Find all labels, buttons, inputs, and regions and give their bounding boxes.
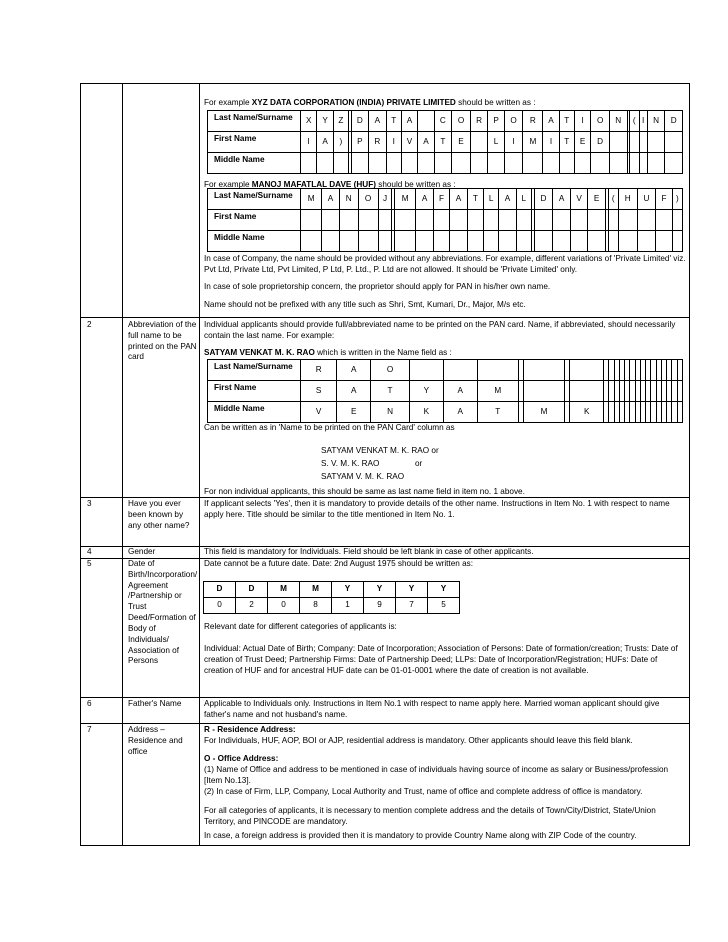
- name-grid-company: [207, 110, 683, 174]
- name-grid-cell: T: [559, 132, 574, 153]
- name-grid-cell: [351, 153, 369, 174]
- date-format-header: D: [236, 582, 268, 598]
- name-grid-cell: [656, 231, 672, 252]
- name-grid-cell: L: [516, 189, 531, 210]
- name-grid-cell: T: [386, 111, 401, 132]
- date-format-header: Y: [396, 582, 428, 598]
- date-format-value: 1: [332, 598, 364, 614]
- row4-desc: This field is mandatory for Individuals. Field should be left blank in case of other applicants.: [204, 547, 534, 556]
- abbrev-option-3: SATYAM V. M. K. RAO: [321, 472, 405, 481]
- name-grid-cell: [665, 132, 683, 153]
- name-grid-cell: I: [301, 132, 317, 153]
- row2-non-individual: For non individual applicants, this should be same as last name field in item no. 1 above.: [204, 487, 525, 496]
- name-grid-cell: [339, 210, 358, 231]
- name-grid-cell: [588, 231, 606, 252]
- name-grid-cell: D: [351, 111, 369, 132]
- name-grid-row: [208, 231, 683, 252]
- abbrev-or: or: [415, 459, 423, 468]
- name-grid-cell: [588, 210, 606, 231]
- name-grid-cell: [433, 210, 449, 231]
- name-grid-cell: A: [317, 132, 333, 153]
- name-grid-cell: [637, 231, 656, 252]
- row3-desc: If applicant selects 'Yes', then it is mandatory to provide details of the other name. Instructions in Item No. 1 with respect to name apply here. Title should be similar to the title mentioned in Item No. 1.: [204, 499, 670, 519]
- name-grid-cell: R: [369, 132, 387, 153]
- name-grid-cell: [559, 153, 574, 174]
- name-grid-cell: [570, 360, 604, 381]
- row-number: 5: [87, 559, 92, 568]
- name-grid-cell: [524, 360, 565, 381]
- name-grid-cell: T: [371, 381, 410, 402]
- office-address-text-2: (2) In case of Firm, LLP, Company, Local Authority and Trust, name of office and complete address of office is mandatory.: [204, 787, 643, 796]
- field-name: Abbreviation of the full name to be printed on the PAN card: [128, 320, 197, 362]
- name-grid-cell: [647, 132, 665, 153]
- name-grid-cell: D: [591, 132, 610, 153]
- name-grid-cell: I: [504, 132, 523, 153]
- name-grid-cell: A: [443, 381, 477, 402]
- name-grid-cell: E: [574, 132, 590, 153]
- row-number: 4: [87, 547, 92, 556]
- date-format-value: 8: [300, 598, 332, 614]
- name-grid-cell: [452, 153, 471, 174]
- name-grid-row: [208, 402, 683, 423]
- name-grid-cell: [488, 153, 504, 174]
- name-grid-cell: P: [351, 132, 369, 153]
- name-grid-cell: [322, 210, 340, 231]
- row-number: 2: [87, 320, 92, 329]
- name-grid-cell: [484, 210, 499, 231]
- name-grid-cell: [656, 210, 672, 231]
- name-grid-cell: (: [608, 189, 618, 210]
- name-grid-cell: I: [543, 132, 559, 153]
- field-name: Gender: [128, 547, 156, 556]
- name-grid-cell: A: [337, 360, 371, 381]
- name-grid-cell: [677, 402, 683, 423]
- row-number: 3: [87, 499, 92, 508]
- field-name: Date of Birth/Incorporation/ Agreement /Partnership or Trust Deed/Formation of Body of Individuals/ Association of Persons: [128, 559, 198, 666]
- name-grid-cell: E: [588, 189, 606, 210]
- all-categories-text: For all categories of applicants, it is necessary to mention complete address and the details of Town/City/District, State/Union Territory, and PINCODE are mandatory.: [204, 806, 656, 826]
- name-grid-cell: V: [401, 132, 417, 153]
- name-grid-cell: I: [574, 111, 590, 132]
- field-name: Have you ever been known by any other name?: [128, 499, 190, 530]
- name-grid-cell: O: [371, 360, 410, 381]
- name-grid-cell: [484, 231, 499, 252]
- name-grid-cell: T: [559, 111, 574, 132]
- name-grid-cell: [322, 231, 340, 252]
- name-grid-cell: A: [416, 189, 434, 210]
- name-grid-cell: T: [434, 132, 452, 153]
- row5-desc: Date cannot be a future date. Date: 2nd August 1975 should be written as:: [204, 559, 474, 568]
- date-example-grid: [203, 581, 460, 614]
- name-grid-cell: [637, 210, 656, 231]
- row5-categories: Individual: Actual Date of Birth; Company: Date of Incorporation; Association of Persons: Date of formation/creation; Trusts: Date of creation of Trust Deed; Partnership Firms: Date of Partnership Deed; LLPs: Date of Incorporation/Registration; HUFs: Date of creation of HUF and for ancestral HUF date can be 01-01-0001 where the date of creation is not available.: [204, 644, 678, 675]
- name-grid-cell: N: [609, 111, 627, 132]
- name-grid-cell: [339, 231, 358, 252]
- office-address-heading: O - Office Address:: [204, 754, 279, 763]
- foreign-address-text: In case, a foreign address is provided then it is mandatory to provide Country Name along with ZIP Code of the country.: [204, 831, 637, 840]
- name-grid-cell: [409, 360, 443, 381]
- row-divider: [81, 317, 689, 318]
- name-grid-cell: [499, 231, 517, 252]
- name-grid-cell: D: [665, 111, 683, 132]
- name-grid-cell: [639, 132, 647, 153]
- name-grid-cell: [570, 210, 588, 231]
- name-grid-cell: [672, 210, 682, 231]
- name-grid-cell: S: [301, 381, 337, 402]
- row1-example2-caption: For example MANOJ MAFATLAL DAVE (HUF) should be written as :: [204, 180, 456, 189]
- name-grid-cell: [333, 153, 348, 174]
- name-grid-row: [208, 132, 683, 153]
- name-grid-label: First Name: [208, 210, 301, 231]
- name-grid-cell: [369, 153, 387, 174]
- date-format-value: 7: [396, 598, 428, 614]
- name-grid-cell: [553, 231, 571, 252]
- name-grid-row: [208, 381, 683, 402]
- date-format-header: D: [204, 582, 236, 598]
- name-grid-cell: V: [570, 189, 588, 210]
- office-address-text-1: (1) Name of Office and address to be mentioned in case of individuals having source of income as salary or Business/profession [Item No.13].: [204, 765, 669, 785]
- name-grid-cell: L: [484, 189, 499, 210]
- name-grid-cell: C: [434, 111, 452, 132]
- name-grid-cell: [467, 231, 483, 252]
- name-grid-cell: [450, 210, 468, 231]
- name-grid-cell: [434, 153, 452, 174]
- name-grid-row: [208, 210, 683, 231]
- name-grid-cell: E: [452, 132, 471, 153]
- date-format-header: M: [268, 582, 300, 598]
- name-grid-cell: [499, 210, 517, 231]
- name-grid-cell: A: [499, 189, 517, 210]
- name-grid-cell: V: [301, 402, 337, 423]
- name-grid-cell: I: [639, 111, 647, 132]
- name-grid-cell: [386, 153, 401, 174]
- name-grid-cell: ): [333, 132, 348, 153]
- name-grid-cell: [630, 132, 639, 153]
- name-grid-row: [208, 111, 683, 132]
- date-format-header: M: [300, 582, 332, 598]
- name-grid-cell: [470, 132, 488, 153]
- name-grid-cell: [401, 153, 417, 174]
- name-grid-cell: [470, 153, 488, 174]
- date-format-header: Y: [364, 582, 396, 598]
- name-grid-label: Middle Name: [208, 231, 301, 252]
- name-grid-cell: N: [371, 402, 410, 423]
- name-grid-cell: [543, 153, 559, 174]
- name-grid-cell: [672, 231, 682, 252]
- name-grid-cell: [647, 153, 665, 174]
- name-grid-label: Last Name/Surname: [208, 360, 301, 381]
- row2-can-be: Can be written as in 'Name to be printed on the PAN Card' column as: [204, 423, 455, 432]
- name-grid-huf: [207, 188, 683, 252]
- name-grid-cell: X: [301, 111, 317, 132]
- name-grid-cell: [523, 153, 543, 174]
- abbrev-option-2: S. V. M. K. RAO: [321, 459, 380, 468]
- name-grid-cell: [574, 153, 590, 174]
- row1-para-title: Name should not be prefixed with any title such as Shri, Smt, Kumari, Dr., Major, M/s etc.: [204, 300, 526, 309]
- name-grid-cell: [570, 231, 588, 252]
- name-grid-cell: F: [656, 189, 672, 210]
- date-format-header: Y: [428, 582, 460, 598]
- name-grid-cell: [418, 111, 434, 132]
- name-grid-cell: [395, 210, 416, 231]
- date-format-value: 0: [204, 598, 236, 614]
- date-format-value: 0: [268, 598, 300, 614]
- name-grid-cell: D: [534, 189, 553, 210]
- name-grid-cell: [450, 231, 468, 252]
- name-grid-cell: U: [637, 189, 656, 210]
- name-grid-cell: [608, 231, 618, 252]
- field-name: Father's Name: [128, 699, 182, 708]
- row2-example-caption: SATYAM VENKAT M. K. RAO which is written in the Name field as :: [204, 348, 452, 357]
- name-grid-cell: [630, 153, 639, 174]
- name-grid-cell: [418, 153, 434, 174]
- name-grid-cell: O: [358, 189, 378, 210]
- column-divider: [199, 84, 200, 845]
- name-grid-row: [208, 360, 683, 381]
- name-grid-cell: T: [467, 189, 483, 210]
- date-format-value: 5: [428, 598, 460, 614]
- name-grid-cell: [524, 381, 565, 402]
- name-grid-cell: [534, 210, 553, 231]
- name-grid-cell: A: [553, 189, 571, 210]
- name-grid-cell: O: [504, 111, 523, 132]
- name-grid-cell: [608, 210, 618, 231]
- row-number: 7: [87, 725, 92, 734]
- name-grid-cell: [301, 153, 317, 174]
- name-grid-cell: J: [378, 189, 392, 210]
- name-grid-label: First Name: [208, 381, 301, 402]
- row-divider: [81, 723, 689, 724]
- name-grid-cell: F: [433, 189, 449, 210]
- name-grid-cell: [358, 210, 378, 231]
- name-grid-cell: P: [488, 111, 504, 132]
- name-grid-cell: T: [477, 402, 518, 423]
- name-grid-cell: [433, 231, 449, 252]
- name-grid-cell: [477, 360, 518, 381]
- row1-example1-caption: For example XYZ DATA CORPORATION (INDIA) PRIVATE LIMITED should be written as :: [204, 98, 536, 107]
- name-grid-cell: Y: [317, 111, 333, 132]
- name-grid-label: Middle Name: [208, 153, 301, 174]
- name-grid-cell: N: [647, 111, 665, 132]
- name-grid-cell: A: [337, 381, 371, 402]
- date-format-value: 2: [236, 598, 268, 614]
- row2-intro: Individual applicants should provide full/abbreviated name to be printed on the PAN card. Name, if abbreviated, should necessarily contain the last name. For example:: [204, 320, 676, 340]
- name-grid-cell: A: [450, 189, 468, 210]
- name-grid-cell: A: [543, 111, 559, 132]
- name-grid-cell: [618, 210, 637, 231]
- name-grid-cell: [665, 153, 683, 174]
- residence-address-text: For Individuals, HUF, AOP, BOI or AJP, residential address is mandatory. Other applicants should leave this field blank.: [204, 736, 633, 745]
- name-grid-cell: O: [591, 111, 610, 132]
- name-grid-cell: A: [369, 111, 387, 132]
- name-grid-cell: [467, 210, 483, 231]
- row1-para-proprietor: In case of sole proprietorship concern, the proprietor should apply for PAN in his/her own name.: [204, 282, 551, 291]
- name-grid-cell: A: [401, 111, 417, 132]
- name-grid-cell: M: [523, 132, 543, 153]
- name-grid-cell: [301, 231, 322, 252]
- name-grid-cell: N: [339, 189, 358, 210]
- name-grid-cell: A: [443, 402, 477, 423]
- name-grid-cell: [301, 210, 322, 231]
- name-grid-cell: H: [618, 189, 637, 210]
- abbrev-option-1: SATYAM VENKAT M. K. RAO or: [321, 446, 439, 455]
- row5-relevant: Relevant date for different categories of applicants is:: [204, 622, 397, 631]
- name-grid-cell: M: [524, 402, 565, 423]
- name-grid-cell: [570, 381, 604, 402]
- name-grid-label: Last Name/Surname: [208, 189, 301, 210]
- name-grid-cell: [516, 210, 531, 231]
- row-number: 6: [87, 699, 92, 708]
- name-grid-cell: [317, 153, 333, 174]
- name-grid-label: First Name: [208, 132, 301, 153]
- field-name: Address – Residence and office: [128, 725, 183, 756]
- name-grid-cell: O: [452, 111, 471, 132]
- residence-address-heading: R - Residence Address:: [204, 725, 296, 734]
- name-grid-cell: K: [409, 402, 443, 423]
- name-grid-cell: R: [470, 111, 488, 132]
- name-grid-row: [208, 189, 683, 210]
- name-grid-cell: A: [418, 132, 434, 153]
- name-grid-cell: [677, 360, 683, 381]
- name-grid-cell: R: [301, 360, 337, 381]
- name-grid-cell: [534, 231, 553, 252]
- name-grid-cell: [639, 153, 647, 174]
- name-grid-label: Middle Name: [208, 402, 301, 423]
- name-grid-cell: [553, 210, 571, 231]
- column-divider: [122, 84, 123, 845]
- name-grid-cell: M: [395, 189, 416, 210]
- name-grid-individual: [207, 359, 683, 423]
- name-grid-cell: [395, 231, 416, 252]
- name-grid-cell: [378, 210, 392, 231]
- name-grid-cell: K: [570, 402, 604, 423]
- name-grid-cell: M: [301, 189, 322, 210]
- date-format-header: Y: [332, 582, 364, 598]
- name-grid-cell: ): [672, 189, 682, 210]
- name-grid-cell: M: [477, 381, 518, 402]
- name-grid-cell: I: [386, 132, 401, 153]
- name-grid-cell: [591, 153, 610, 174]
- name-grid-cell: A: [322, 189, 340, 210]
- name-grid-cell: [416, 210, 434, 231]
- name-grid-cell: [358, 231, 378, 252]
- name-grid-cell: E: [337, 402, 371, 423]
- name-grid-cell: [677, 381, 683, 402]
- name-grid-row: [208, 153, 683, 174]
- row-divider: [81, 697, 689, 698]
- name-grid-cell: (: [630, 111, 639, 132]
- name-grid-cell: [609, 153, 627, 174]
- name-grid-cell: [618, 231, 637, 252]
- name-grid-label: Last Name/Surname: [208, 111, 301, 132]
- name-grid-cell: Y: [409, 381, 443, 402]
- row6-desc: Applicable to Individuals only. Instructions in Item No.1 with respect to name apply here. Married woman applicant should give father's name and not husband's name.: [204, 699, 660, 719]
- name-grid-cell: [609, 132, 627, 153]
- name-grid-cell: [516, 231, 531, 252]
- name-grid-cell: [443, 360, 477, 381]
- instructions-table: [80, 83, 690, 846]
- name-grid-cell: R: [523, 111, 543, 132]
- name-grid-cell: [504, 153, 523, 174]
- name-grid-cell: Z: [333, 111, 348, 132]
- name-grid-cell: [416, 231, 434, 252]
- row1-para-company: In case of Company, the name should be provided without any abbreviations. For example, different variations of 'Private Limited' viz. Pvt Ltd, Private Ltd, Pvt Limited, P Ltd, P. Ltd., P. Ltd are not allowed. It should be 'Private Limited' only.: [204, 254, 686, 274]
- name-grid-cell: L: [488, 132, 504, 153]
- name-grid-cell: [378, 231, 392, 252]
- date-format-value: 9: [364, 598, 396, 614]
